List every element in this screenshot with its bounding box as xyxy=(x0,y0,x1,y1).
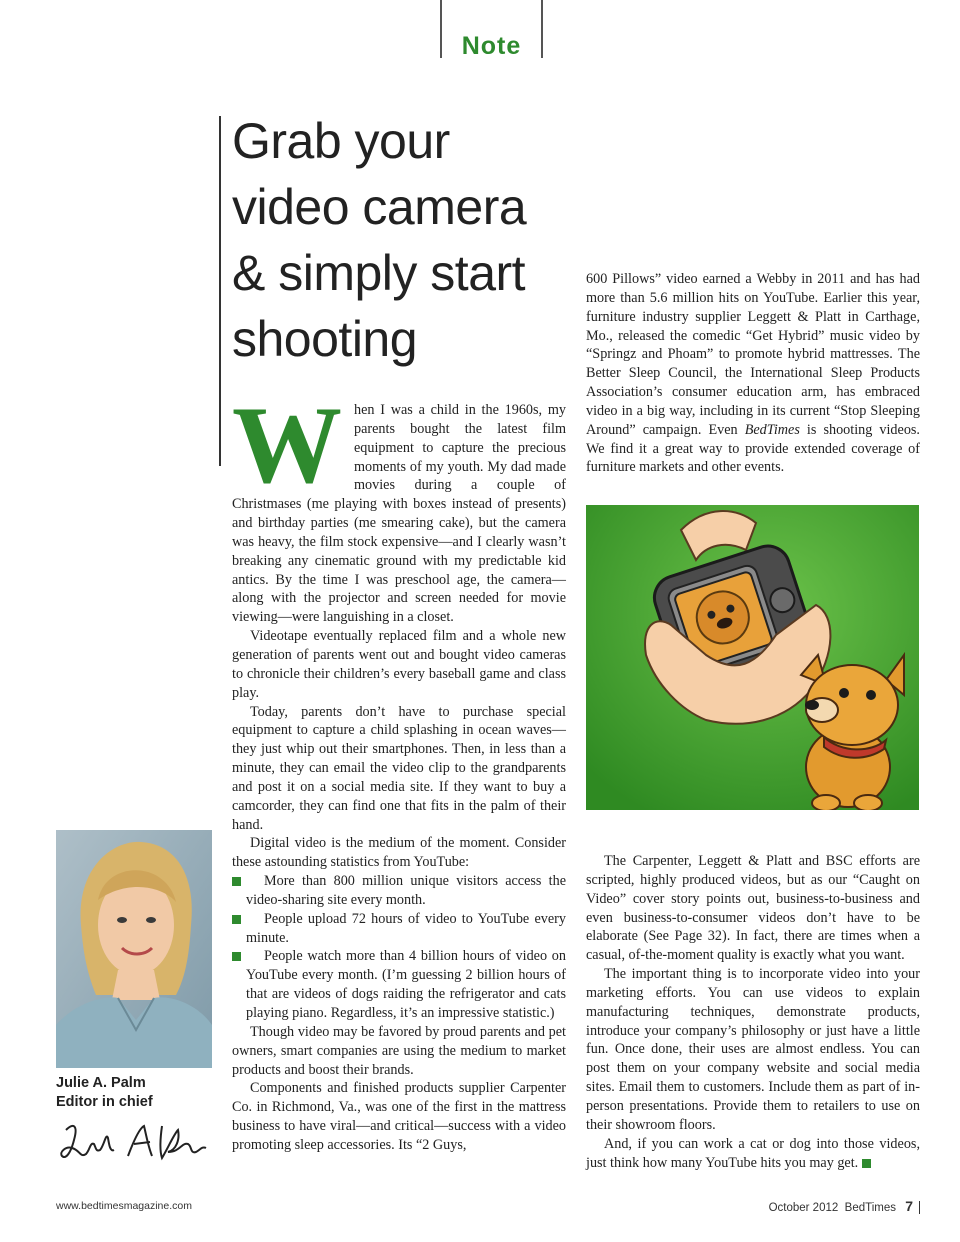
bullet-square-icon xyxy=(232,877,241,886)
headline xyxy=(232,108,572,372)
footer-issue-date: October 2012 xyxy=(768,1202,839,1214)
bullet-item: People watch more than 4 billion hours of video on YouTube every month. (I’m guessing 2 billion hours of that are videos of dogs raiding the refrigerator and cats playing piano. Regardless, it’s an impressive statistic.) xyxy=(232,947,566,1022)
section-tab xyxy=(440,0,543,58)
author-name: Julie A. Palm xyxy=(56,1075,146,1091)
bullet-item: More than 800 million unique visitors access the video-sharing site every month. xyxy=(232,872,566,910)
magazine-name-italic: BedTimes xyxy=(744,421,800,438)
section-label: Note xyxy=(461,32,522,60)
article-paragraph: And, if you can work a cat or dog into those videos, just think how many YouTube hits you may get. xyxy=(586,1135,920,1171)
footer-issue-info xyxy=(769,1198,920,1214)
article-paragraph: The important thing is to incorporate video into your marketing efforts. You can use videos to explain manufacturing techniques, demonstrate products, introduce your company’s philosophy or just have a little fun. Once done, their uses are almost endless. You can post them on your company website and social media sites. Email them to customers. Include them as part of in-person presentations. Provide them to retailers to use on their showroom floors. xyxy=(586,966,920,1133)
article-paragraph: Components and finished products supplier Carpenter Co. in Richmond, Va., was one of the first in the mattress business to have viral—and critical—success with a video promoting sleep accessories. Its “2 Guys, xyxy=(232,1080,566,1153)
page-number: 7 xyxy=(905,1198,913,1214)
article-column-left xyxy=(232,384,566,1155)
illustration-art xyxy=(586,505,919,810)
article-paragraph: Digital video is the medium of the moment. Consider these astounding statistics from YouTube: xyxy=(232,835,566,871)
footer-divider xyxy=(919,1201,920,1214)
article-paragraph: Videotape eventually replaced film and a whole new generation of parents went out and bought video cameras to chronicle their children’s every baseball game and class play. xyxy=(232,628,566,701)
signature-art xyxy=(56,1112,212,1170)
article-paragraph: Though video may be favored by proud parents and pet owners, smart companies are using the medium to market products and boost their brands. xyxy=(232,1023,566,1078)
author-title: Editor in chief xyxy=(56,1094,153,1110)
headline-line: video camera xyxy=(232,179,527,235)
article-paragraph: The Carpenter, Leggett & Platt and BSC efforts are scripted, highly produced videos, but as our “Caught on Video” cover story points out, business-to-business and even business-to-consumer videos don’t have to be elaborate (See Page 32). In fact, there are times when a casual, of-the-moment quality is exactly what you want. xyxy=(586,853,920,964)
article-column-right-bottom xyxy=(586,852,920,1172)
author-signature-image xyxy=(56,1112,212,1170)
article-column-right-top xyxy=(586,270,920,477)
bullet-square-icon xyxy=(232,915,241,924)
headline-line: Grab your xyxy=(232,113,450,169)
article-paragraph: Today, parents don’t have to purchase special equipment to capture a child splashing in ocean waves—they just whip out their smartphones. Then, in less than a minute, they can email the video clip to the grandparents and post it on a social media site. If they want to buy a camcorder, they can find one that fits in the palm of their hand. xyxy=(232,703,566,833)
headline-line: & simply start xyxy=(232,245,526,301)
portrait-art xyxy=(56,830,212,1068)
article-paragraph: 600 Pillows” video earned a Webby in 2011 and has had more than 5.6 million hits on YouTube. Earlier this year, furniture industry supplier Leggett & Platt in Carthage, Mo., released the comedic “Get Hybrid” music video by “Springz and Phoam” to promote hybrid mattresses. The Better Sleep Council, the International Sleep Products Association’s consumer education arm, has embraced video in a big way, including in its current “Stop Sleeping Around” campaign. Even BedTimes is shooting videos. We find it a great way to provide extended coverage of furniture markets and other events. xyxy=(586,271,920,476)
bullet-square-icon xyxy=(232,952,241,961)
headline-rule xyxy=(219,116,221,466)
bullet-item: People upload 72 hours of video to YouTube every minute. xyxy=(232,910,566,948)
hands-holding-camcorder-filming-dog-illustration xyxy=(586,505,919,810)
end-mark-square-icon xyxy=(862,1159,871,1168)
headline-line: shooting xyxy=(232,311,418,367)
footer-website: www.bedtimesmagazine.com xyxy=(56,1200,192,1212)
footer-magazine-name: BedTimes xyxy=(844,1202,896,1214)
drop-cap: W xyxy=(232,384,342,506)
article-paragraph: When I was a child in the 1960s, my parents bought the latest film equipment to capture the precious moments of my youth. My dad made movies during a couple of Christmases (me playing with boxes instead of presents) and birthday parties (me smearing cake), but the camera was heavy, the film stock expensive—and I clearly wasn’t breaking any cinematic ground with my predictable kid antics. By the time I was preschool age, the camera—along with the projector and screen needed for movie viewing—were languishing in a closet. xyxy=(232,384,566,626)
author-portrait-photo xyxy=(56,830,212,1068)
